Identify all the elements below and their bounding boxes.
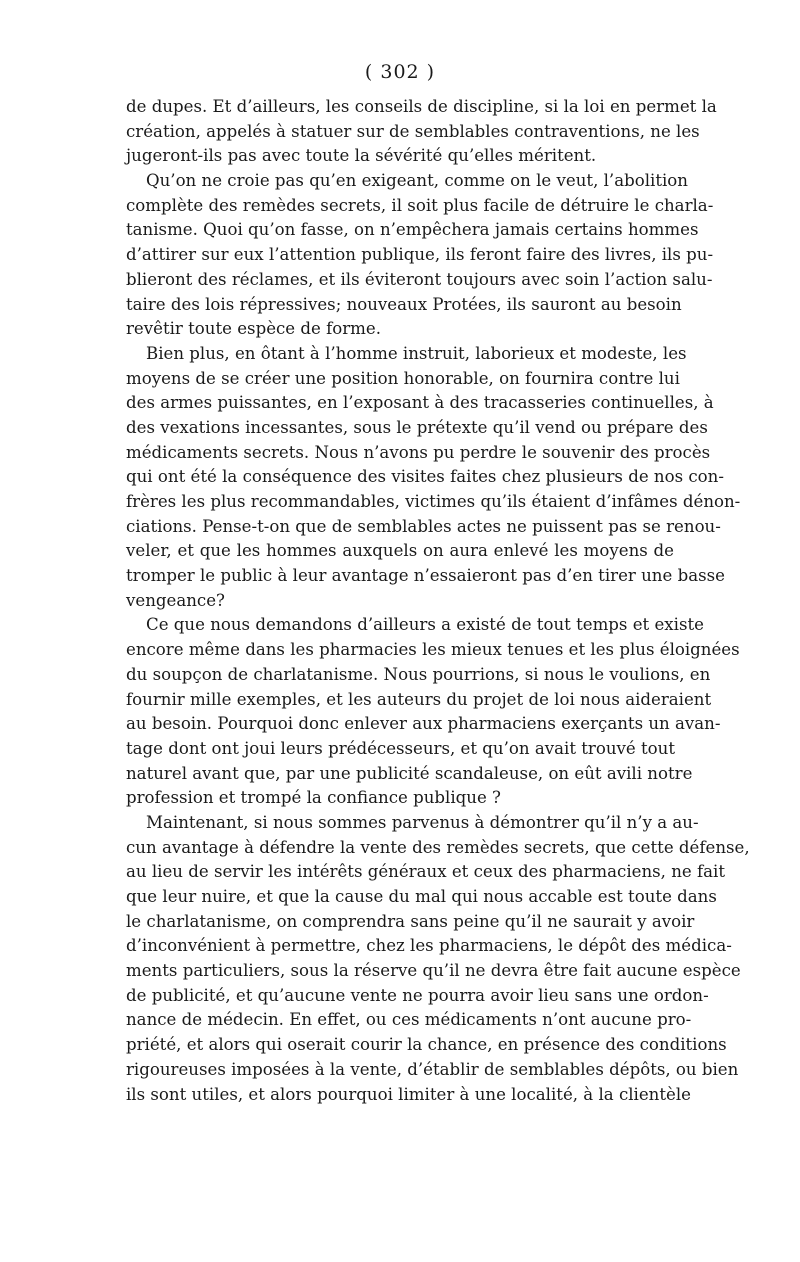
text-line: création, appelés à statuer sur de semblables contraventions, ne les	[126, 121, 700, 141]
text-line: moyens de se créer une position honorable, on fournira contre lui	[126, 368, 680, 388]
text-line: ils sont utiles, et alors pourquoi limiter à une localité, à la clientèle	[126, 1084, 691, 1104]
text-line: médicaments secrets. Nous n’avons pu perdre le souvenir des procès	[126, 442, 711, 462]
text-line: jugeront-ils pas avec toute la sévérité qu’elles méritent.	[126, 146, 597, 166]
text-line: ments particuliers, sous la réserve qu’il ne devra être fait aucune espèce	[126, 961, 741, 981]
text-line: au lieu de servir les intérêts généraux et ceux des pharmaciens, ne fait	[126, 862, 725, 882]
text-line: veler, et que les hommes auxquels on aura enlevé les moyens de	[126, 541, 674, 561]
text-line: Ce que nous demandons d’ailleurs a existé de tout temps et existe	[146, 615, 704, 635]
paragraph	[126, 95, 717, 169]
text-line: rigoureuses imposées à la vente, d’établir de semblables dépôts, ou bien	[126, 1059, 739, 1079]
text-line: d’attirer sur eux l’attention publique, ils feront faire des livres, ils pu-	[126, 245, 714, 265]
text-line: des vexations incessantes, sous le prétexte qu’il vend ou prépare des	[126, 417, 708, 437]
text-line: tage dont ont joui leurs prédécesseurs, et qu’on avait trouvé tout	[126, 738, 676, 758]
text-line: nance de médecin. En effet, ou ces médicaments n’ont aucune pro-	[126, 1010, 692, 1030]
text-line: ciations. Pense-t-on que de semblables actes ne puissent pas se renou-	[126, 516, 721, 536]
text-line: du soupçon de charlatanisme. Nous pourrions, si nous le voulions, en	[126, 664, 711, 684]
text-line: complète des remèdes secrets, il soit plus facile de détruire le charla-	[126, 195, 714, 215]
text-line: blieront des réclames, et ils éviteront toujours avec soin l’action salu-	[126, 269, 713, 289]
text-line: encore même dans les pharmacies les mieux tenues et les plus éloignées	[126, 640, 740, 660]
text-line: Bien plus, en ôtant à l’homme instruit, laborieux et modeste, les	[146, 343, 687, 363]
paragraph	[126, 811, 750, 1107]
text-line: que leur nuire, et que la cause du mal qui nous accable est toute dans	[126, 887, 717, 906]
text-line: cun avantage à défendre la vente des remèdes secrets, que cette défense,	[126, 837, 750, 857]
paragraph	[126, 169, 714, 342]
page-number: ( 302 )	[364, 61, 436, 83]
text-line: naturel avant que, par une publicité scandaleuse, on eût avili notre	[126, 763, 693, 783]
body-text	[126, 95, 750, 1107]
text-line: d’inconvénient à permettre, chez les pharmaciens, le dépôt des médica-	[126, 936, 732, 956]
text-line: tromper le public à leur avantage n’essaieront pas d’en tirer une basse	[126, 566, 725, 586]
text-line: de publicité, et qu’aucune vente ne pourra avoir lieu sans une ordon-	[126, 985, 709, 1005]
text-line: Maintenant, si nous sommes parvenus à démontrer qu’il n’y a au-	[146, 812, 699, 832]
text-line: fournir mille exemples, et les auteurs du projet de loi nous aideraient	[126, 689, 712, 709]
text-line: profession et trompé la confiance publique ?	[126, 788, 501, 808]
text-line: frères les plus recommandables, victimes qu’ils étaient d’infâmes dénon-	[126, 492, 741, 511]
text-line: le charlatanisme, on comprendra sans peine qu’il ne saurait y avoir	[126, 911, 695, 931]
text-line: Qu’on ne croie pas qu’en exigeant, comme on le veut, l’abolition	[146, 171, 688, 191]
text-line: qui ont été la conséquence des visites faites chez plusieurs de nos con-	[126, 467, 724, 487]
text-line: au besoin. Pourquoi donc enlever aux pharmaciens exerçants un avan-	[126, 714, 721, 734]
text-line: tanisme. Quoi qu’on fasse, on n’empêchera jamais certains hommes	[126, 220, 699, 240]
text-line: des armes puissantes, en l’exposant à des tracasseries continuelles, à	[126, 393, 714, 413]
text-line: taire des lois répressives; nouveaux Protées, ils sauront au besoin	[126, 294, 682, 314]
text-line: revêtir toute espèce de forme.	[126, 319, 382, 339]
text-line: priété, et alors qui oserait courir la chance, en présence des conditions	[126, 1035, 727, 1055]
text-line: vengeance?	[126, 590, 225, 610]
text-line: de dupes. Et d’ailleurs, les conseils de discipline, si la loi en permet la	[126, 97, 717, 116]
paragraph	[126, 613, 740, 811]
book-page	[126, 60, 750, 1107]
paragraph	[126, 342, 741, 614]
